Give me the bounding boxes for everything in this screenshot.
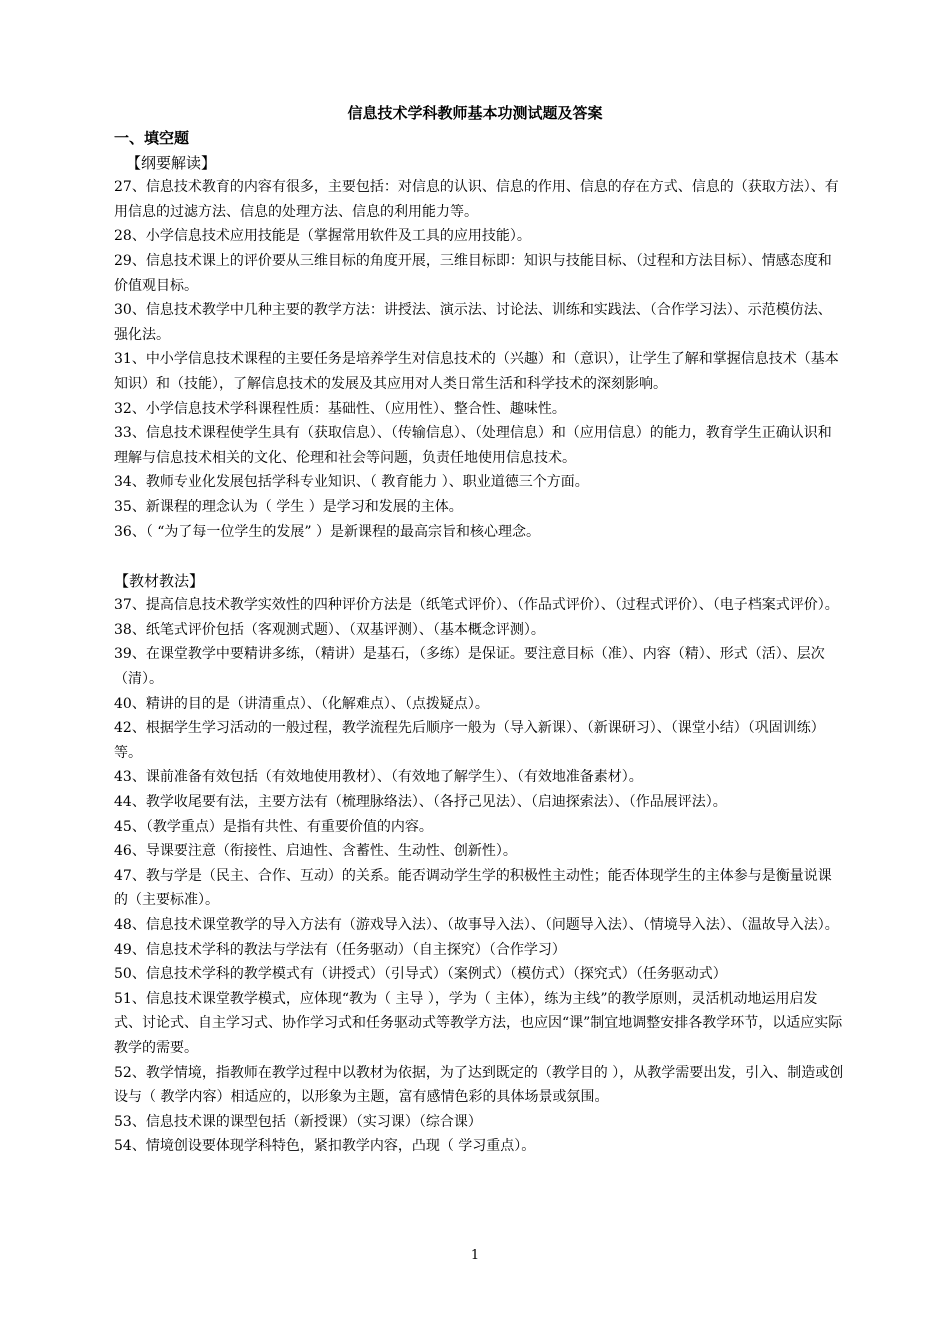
subsection-heading: 【教材教法】 (114, 571, 205, 590)
question-item: 35、新课程的理念认为（ 学生 ）是学习和发展的主体。 (114, 498, 463, 515)
question-item: 45、（教学重点）是指有共性、有重要价值的内容。 (114, 818, 433, 835)
question-item: 54、情境创设要体现学科特色，紧扣教学内容，凸现（ 学习重点）。 (114, 1138, 536, 1155)
question-item: 39、在课堂教学中要精讲多练，（精讲）是基石，（多练）是保证。要注意目标（准）、内容（精）、形式（活）、层次（清）。 (114, 646, 825, 688)
question-item: 49、信息技术学科的教法与学法有（任务驱动）（自主探究）（合作学习） (114, 941, 566, 958)
question-item: 27、信息技术教育的内容有很多，主要包括：对信息的认识、信息的作用、信息的存在方式、信息的（获取方法）、有用信息的过滤方法、信息的处理方法、信息的利用能力等。 (114, 179, 839, 220)
question-item: 50、信息技术学科的教学模式有（讲授式）（引导式）（案例式）（模仿式）（探究式）（任务驱动式） (114, 966, 727, 983)
blank-line (114, 544, 844, 569)
question-item: 48、信息技术课堂教学的导入方法有（游戏导入法）、（故事导入法）、（问题导入法）、（情境导入法）、（温故导入法）。 (114, 917, 839, 933)
question-item: 53、信息技术课的课型包括（新授课）（实习课）（综合课） (114, 1113, 482, 1130)
question-item: 44、教学收尾要有法，主要方法有（梳理脉络法）、（各抒己见法）、（启迪探索法）、（作品展评法）。 (114, 794, 727, 811)
question-item: 52、教学情境，指教师在教学过程中以教材为依据，为了达到既定的（教学目的 ），从教学需要出发，引入、制造或创设与（ 教学内容）相适应的，以形象为主题，富有感情色彩的具体场景或氛围。 (114, 1064, 844, 1106)
question-item: 43、课前准备有效包括（有效地使用教材）、（有效地了解学生）、（有效地准备素材）。 (114, 769, 643, 786)
question-item: 42、根据学生学习活动的一般过程，教学流程先后顺序一般为（导入新课）、（新课研习）、（课堂小结）（巩固训练）等。 (114, 720, 825, 761)
question-item: 46、导课要注意（衔接性、启迪性、含蓄性、生动性、创新性）。 (114, 843, 517, 860)
question-item: 29、信息技术课上的评价要从三维目标的角度开展，三维目标即：知识与技能目标、（过程和方法目标）、情感态度和价值观目标。 (114, 252, 832, 294)
question-item: 51、信息技术课堂教学模式，应体现“教为（ 主导 ），学为（ 主体），练为主线”的教学原则，灵活机动地运用启发式、讨论式、自主学习式、协作学习式和任务驱动式等教学方法，也应因“课”制宜地调整安排各教学环节，以适应实际教学的需要。 (114, 990, 843, 1056)
document-body (114, 126, 844, 1159)
question-item: 47、教与学是（民主、合作、互动）的关系。能否调动学生学的积极性主动性；能否体现学生的主体参与是衡量说课的（主要标准）。 (114, 867, 832, 909)
question-item: 37、提高信息技术教学实效性的四种评价方法是（纸笔式评价）、（作品式评价）、（过程式评价）、（电子档案式评价）。 (114, 597, 839, 614)
question-item: 30、信息技术教学中几种主要的教学方法：讲授法、演示法、讨论法、训练和实践法、（合作学习法）、示范模仿法、强化法。 (114, 302, 832, 343)
question-item: 32、小学信息技术学科课程性质：基础性、（应用性）、整合性、趣味性。 (114, 400, 566, 417)
question-item: 36、（ “为了每一位学生的发展” ）是新课程的最高宗旨和核心理念。 (114, 523, 541, 540)
section-heading: 一、填空题 (114, 129, 190, 147)
page-title: 信息技术学科教师基本功测试题及答案 (347, 104, 603, 122)
question-item: 31、中小学信息技术课程的主要任务是培养学生对信息技术的（兴趣）和（意识），让学生了解和掌握信息技术（基本知识）和（技能），了解信息技术的发展及其应用对人类日常生活和科学技术的深刻影响。 (114, 351, 839, 392)
question-item: 33、信息技术课程使学生具有（获取信息）、（传输信息）、（处理信息）和（应用信息）的能力，教育学生正确认识和理解与信息技术相关的文化、伦理和社会等问题，负责任地使用信息技术。 (114, 425, 832, 466)
question-item: 40、精讲的目的是（讲清重点）、（化解难点）、（点拨疑点）。 (114, 695, 489, 712)
subsection-heading: 【纲要解读】 (126, 153, 217, 172)
question-item: 28、小学信息技术应用技能是（掌握常用软件及工具的应用技能）。 (114, 228, 531, 245)
question-item: 38、纸笔式评价包括（客观测式题）、（双基评测）、（基本概念评测）。 (114, 621, 545, 638)
page-number: 1 (470, 1248, 480, 1263)
question-item: 34、教师专业化发展包括学科专业知识、（ 教育能力 ）、职业道德三个方面。 (114, 474, 589, 491)
